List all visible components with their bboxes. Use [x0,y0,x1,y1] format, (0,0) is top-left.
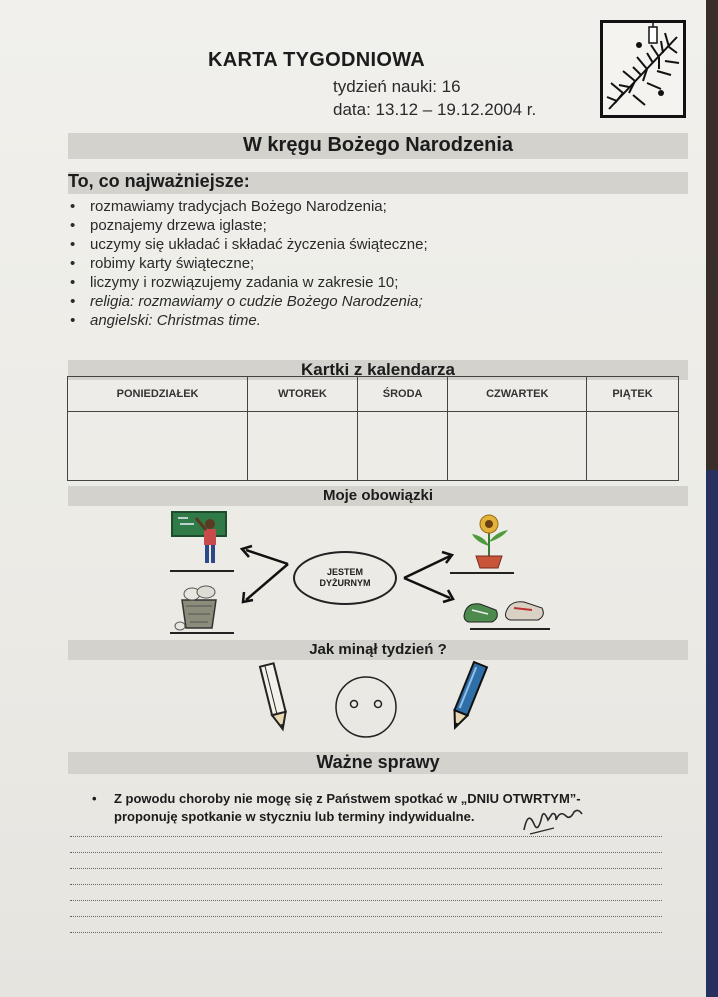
calendar-table [67,376,679,481]
list-item: • angielski: Christmas time. [68,311,428,330]
week-review-title: Jak minął tydzień ? [309,641,447,658]
duty-line [450,572,514,574]
note-line: • Z powodu choroby nie mogę się z Państwem spotkać w „DNIU OTWRTYM”- [92,790,581,808]
list-item: • poznajemy drzewa iglaste; [68,216,428,235]
calendar-header-thursday: CZWARTEK [448,377,587,412]
calendar-cell [448,412,587,481]
calendar-cell [357,412,448,481]
duty-line [170,632,234,634]
binder-edge [706,470,718,997]
important-list [68,197,428,330]
duty-center-line1: JESTEM [326,567,363,577]
calendar-header-tuesday: WTOREK [248,377,358,412]
writing-line [70,852,662,853]
duty-center-oval [293,551,397,605]
calendar-cell [248,412,358,481]
writing-line [70,916,662,917]
writing-line [70,900,662,901]
duty-line [470,628,550,630]
list-item: • uczymy się układać i składać życzenia świąteczne; [68,235,428,254]
calendar-header-wednesday: ŚRODA [357,377,448,412]
blank-face-icon [330,677,402,737]
calendar-header-friday: PIĄTEK [587,377,679,412]
important-heading: To, co najważniejsze: [68,171,250,191]
calendar-cell [587,412,679,481]
list-item: • religia: rozmawiamy o cudzie Bożego Narodzenia; [68,292,428,311]
note [92,790,581,826]
writing-line [70,884,662,885]
writing-line [70,932,662,933]
signature-icon [520,806,586,838]
waste-bin-icon [172,584,226,632]
writing-line [70,868,662,869]
page-title: KARTA TYGODNIOWA [208,49,426,71]
date-range: data: 13.12 – 19.12.2004 r. [333,100,537,119]
important-matters-title: Ważne sprawy [316,752,440,772]
note-line: proponuję spotkanie w styczniu lub terminy indywidualne. [114,809,475,824]
list-item: • rozmawiamy tradycjach Bożego Narodzenia; [68,197,428,216]
pen-icon [444,660,490,736]
duty-line [170,570,234,572]
duties-title: Moje obowiązki [322,487,433,504]
duty-center-line2: DYŻURNYM [319,578,371,588]
main-title: W kręgu Bożego Narodzenia [242,134,514,156]
potted-flower-icon [462,512,516,570]
list-item: • liczymy i rozwiązujemy zadania w zakresie 10; [68,273,428,292]
christmas-pine-branch-icon [600,20,686,118]
writing-line [70,836,662,837]
slippers-icon [462,596,546,626]
calendar-header-monday: PONIEDZIAŁEK [68,377,248,412]
calendar-cell [68,412,248,481]
week-number: tydzień nauki: 16 [333,77,461,96]
teacher-at-board-icon [168,510,234,568]
list-item: • robimy karty świąteczne; [68,254,428,273]
calendar-title: Kartki z kalendarza [300,360,455,379]
pencil-icon [255,662,295,734]
